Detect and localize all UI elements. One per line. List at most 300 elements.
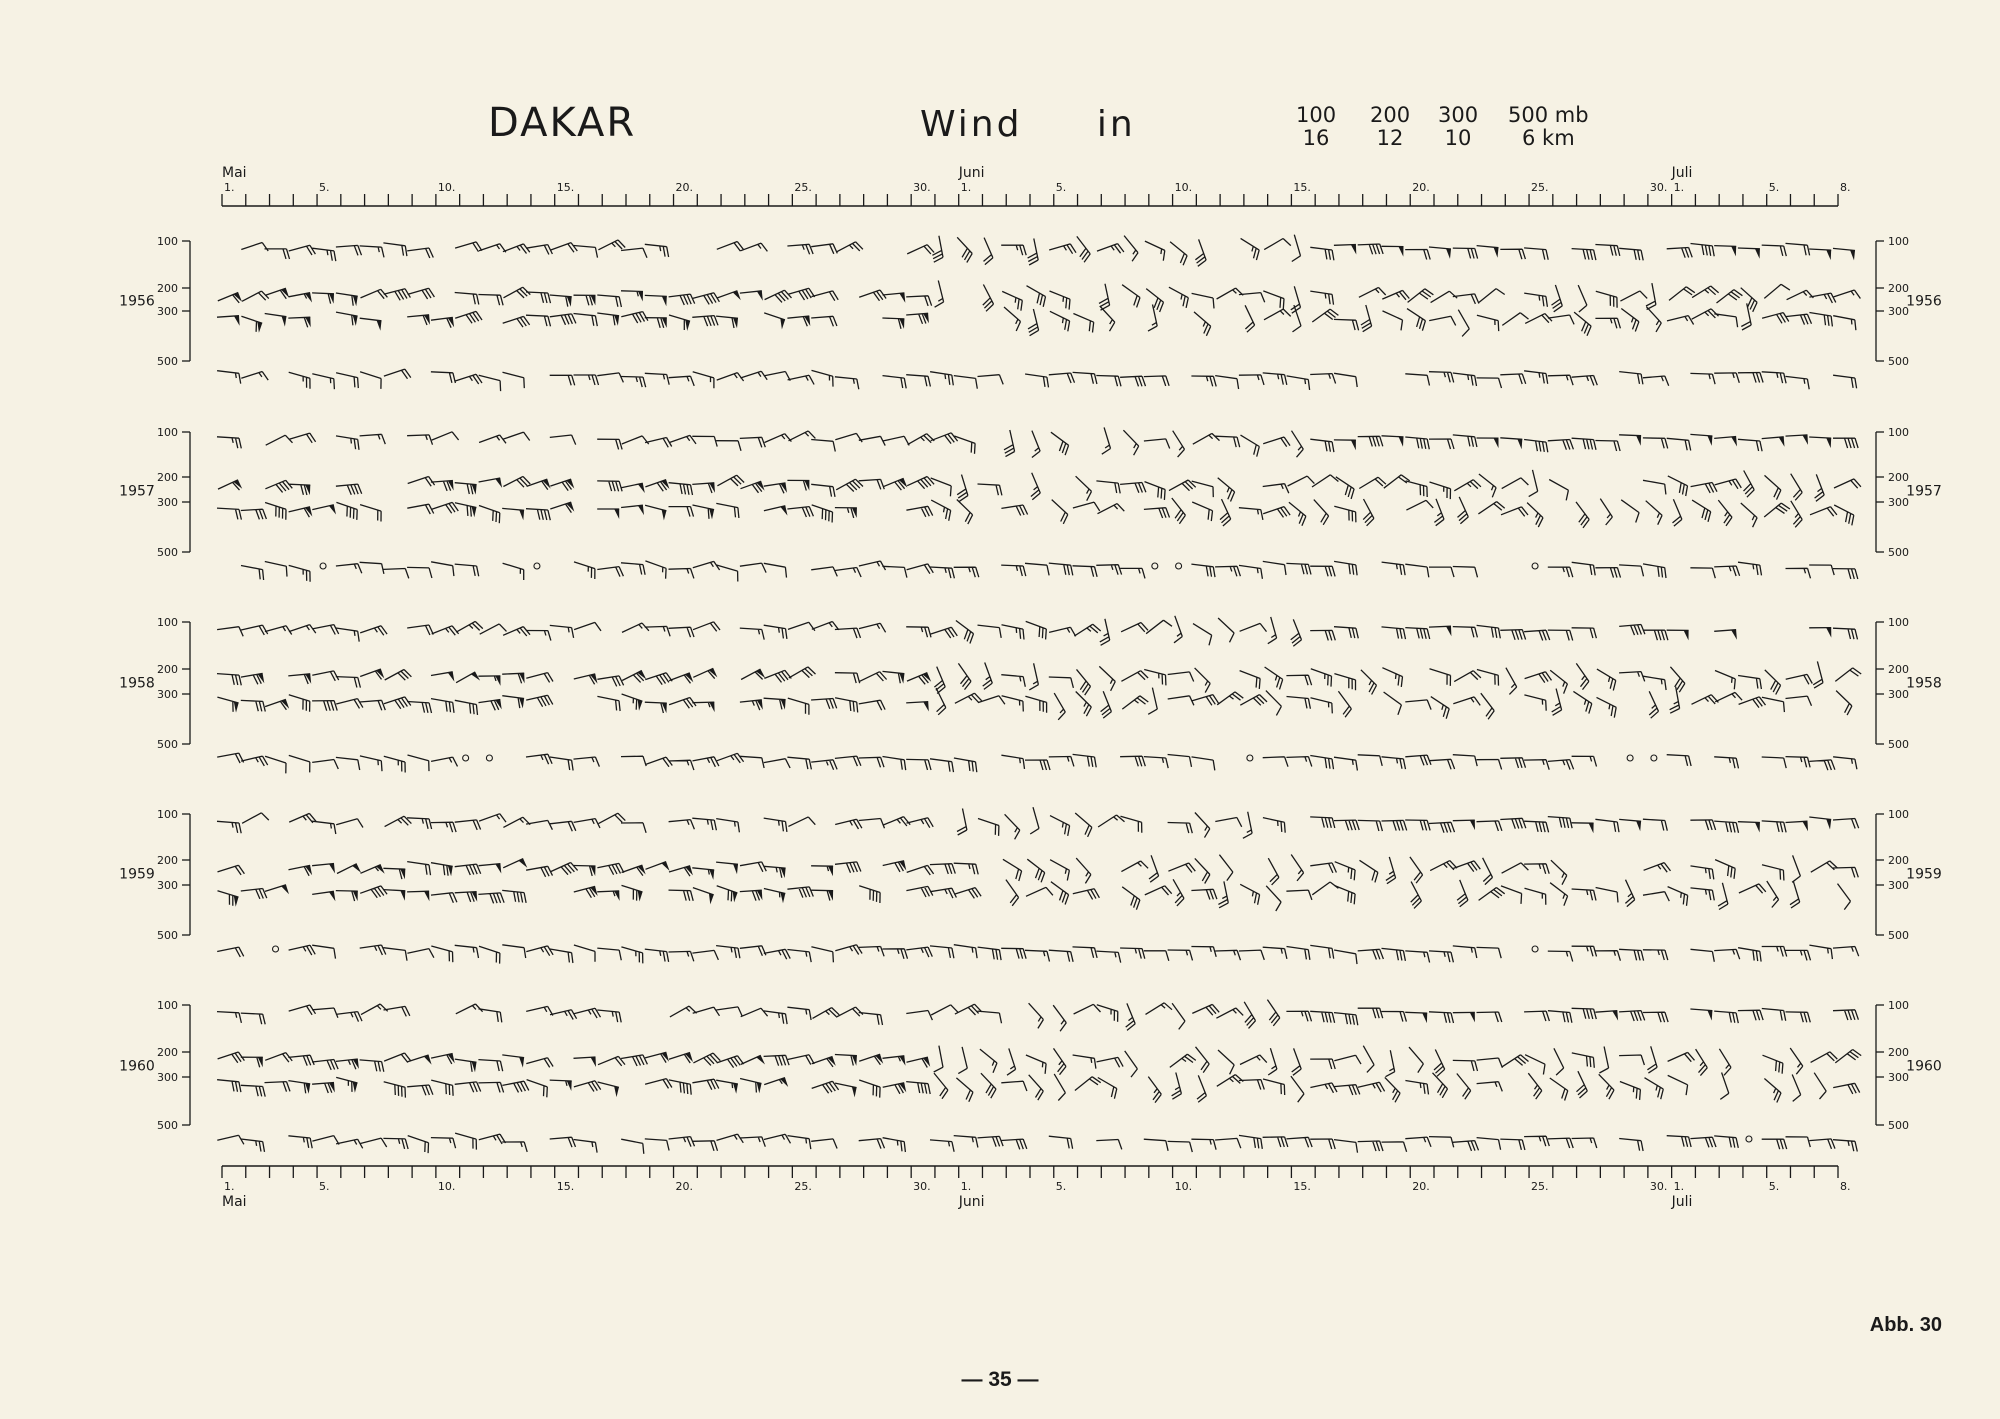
wind-barb: [479, 946, 500, 963]
wind-barb: [360, 700, 386, 710]
wind-barb: [1738, 248, 1760, 259]
wind-barb: [787, 887, 813, 898]
wind-barb: [1786, 376, 1810, 389]
wind-barb: [455, 892, 478, 902]
wind-barb: [385, 670, 412, 681]
wind-barb: [1453, 373, 1477, 386]
wind-barb: [336, 373, 358, 388]
wind-barb: [336, 436, 359, 450]
wind-barb: [478, 295, 503, 306]
level-label-left: 300: [157, 688, 178, 701]
wind-barb: [1595, 951, 1620, 961]
wind-barb: [312, 1136, 339, 1145]
wind-barb: [906, 759, 931, 770]
wind-barb: [1738, 562, 1762, 575]
wind-barb: [1310, 945, 1333, 958]
wind-barb: [1646, 501, 1662, 525]
wind-barb: [1477, 315, 1499, 331]
wind-barb: [1502, 478, 1529, 489]
wind-barb: [669, 951, 694, 961]
wind-barb: [1287, 376, 1310, 390]
wind-barb: [1405, 250, 1430, 260]
wind-barb: [550, 1137, 576, 1147]
wind-barb: [716, 503, 739, 518]
level-label-right: 100: [1888, 616, 1909, 629]
wind-barb: [1429, 567, 1454, 577]
wind-barb: [550, 243, 577, 253]
wind-barb: [1453, 627, 1478, 638]
wind-barb: [1123, 430, 1138, 455]
wind-barb: [1241, 435, 1260, 457]
level-label-right: 500: [1888, 355, 1909, 368]
wind-barb: [883, 861, 907, 872]
wind-barb: [1786, 1137, 1811, 1147]
wind-barb: [907, 673, 931, 685]
wind-barb: [811, 866, 833, 876]
wind-barb: [716, 819, 739, 833]
wind-barb: [907, 1057, 931, 1067]
wind-barb: [1578, 285, 1587, 312]
wind-barb: [1524, 630, 1550, 640]
wind-barb: [645, 673, 672, 685]
wind-barb: [455, 293, 479, 305]
wind-barb: [1643, 1012, 1668, 1022]
wind-barb: [1120, 948, 1145, 959]
wind-barb: [550, 757, 573, 771]
wind-barb: [1405, 820, 1430, 830]
wind-barb: [1359, 477, 1386, 488]
wind-barb: [384, 1053, 411, 1063]
wind-barb: [1763, 1055, 1783, 1074]
wind-barb: [669, 569, 694, 579]
wind-barb: [1572, 1053, 1595, 1068]
year-label-left: 1960: [119, 1058, 155, 1075]
wind-barb: [1550, 1078, 1568, 1101]
wind-barb: [1792, 855, 1800, 882]
wind-barb: [1572, 756, 1597, 766]
wind-barb: [431, 757, 457, 766]
wind-barb: [692, 316, 718, 327]
wind-barb: [312, 374, 334, 390]
wind-barb: [1595, 568, 1620, 578]
wind-barb: [1168, 1141, 1193, 1152]
wind-barb: [574, 295, 596, 305]
wind-barb: [1551, 860, 1567, 885]
wind-barb: [1003, 859, 1022, 881]
wind-barb: [930, 759, 954, 772]
day-tick-label: 5.: [1055, 181, 1067, 194]
wind-barb: [978, 1136, 1004, 1146]
wind-barb: [1833, 1140, 1857, 1152]
wind-barb: [503, 244, 530, 254]
wind-barb: [1217, 692, 1243, 705]
wind-barb: [1192, 757, 1215, 771]
wind-barb: [835, 819, 862, 829]
wind-barb: [1218, 881, 1228, 907]
wind-barb: [455, 864, 481, 875]
wind-barb: [265, 562, 287, 577]
wind-barb: [1310, 817, 1335, 828]
wind-barb: [1286, 757, 1311, 767]
wind-barb: [1834, 290, 1861, 299]
wind-barb: [455, 242, 482, 252]
wind-barb: [1786, 950, 1811, 960]
wind-barb: [1098, 1078, 1117, 1099]
wind-barb: [1026, 1055, 1046, 1074]
wind-barb: [1169, 287, 1188, 308]
wind-barb: [1386, 857, 1396, 884]
wind-barb: [1292, 1048, 1302, 1075]
wind-barb: [835, 508, 857, 518]
wind-barb: [812, 1057, 836, 1067]
wind-barb: [764, 372, 791, 381]
wind-barb: [1025, 760, 1050, 770]
wind-barb: [906, 886, 932, 897]
wind-barb: [383, 948, 407, 961]
wind-barb: [265, 1053, 292, 1063]
wind-barb: [954, 863, 979, 874]
wind-barb: [1548, 817, 1572, 829]
wind-barb: [1619, 372, 1643, 385]
wind-barb: [1714, 630, 1737, 640]
wind-barb: [408, 755, 430, 771]
wind-barb: [1382, 757, 1406, 769]
wind-barb: [1646, 283, 1656, 309]
wind-barb: [265, 699, 289, 709]
wind-barb: [835, 628, 861, 638]
wind-barb: [1096, 481, 1120, 494]
wind-barb: [1027, 859, 1044, 882]
wind-barb: [1595, 1011, 1618, 1021]
wind-barb: [883, 671, 905, 683]
calm-circle: [1176, 563, 1182, 569]
wind-barb: [930, 372, 953, 386]
wind-barb: [740, 890, 763, 900]
wind-barb: [1524, 821, 1549, 832]
day-tick-label: 5.: [319, 181, 330, 194]
wind-barb: [1690, 434, 1712, 446]
day-tick-label: 20.: [1412, 1180, 1430, 1193]
wind-barb: [574, 866, 596, 877]
wind-barb: [1809, 437, 1831, 448]
wind-barb: [455, 311, 482, 323]
wind-barb: [432, 432, 459, 440]
wind-barb: [288, 1136, 312, 1148]
wind-barb: [1597, 669, 1616, 690]
wind-barb: [312, 945, 335, 958]
level-label-right: 500: [1888, 1119, 1909, 1132]
wind-barb: [1148, 1077, 1161, 1103]
wind-barb: [1548, 315, 1574, 324]
month-label: Juni: [958, 165, 985, 181]
wind-barb: [360, 1138, 387, 1147]
wind-barb: [1433, 1073, 1448, 1098]
wind-barb: [1268, 1048, 1277, 1075]
wind-barb: [764, 1134, 791, 1143]
wind-barb: [217, 371, 241, 384]
wind-barb: [1195, 668, 1211, 693]
wind-barb: [597, 373, 623, 383]
wind-barb: [1240, 671, 1261, 689]
day-tick-label: 5.: [1055, 1180, 1067, 1193]
wind-barb: [312, 1060, 338, 1070]
wind-barb: [241, 243, 268, 252]
wind-barb: [1405, 755, 1431, 765]
wind-barb: [1382, 246, 1404, 256]
wind-barb: [1240, 1055, 1267, 1065]
wind-barb: [621, 377, 646, 388]
wind-barb: [883, 1138, 906, 1152]
wind-barb: [907, 245, 934, 254]
wind-barb: [692, 950, 718, 960]
wind-barb: [1810, 507, 1837, 517]
wind-barb: [645, 318, 667, 328]
month-label: Juli: [1671, 165, 1693, 181]
wind-barb: [1595, 441, 1620, 452]
wind-barb: [1148, 688, 1157, 715]
wind-barb: [455, 1082, 481, 1092]
wind-barb: [669, 866, 693, 876]
wind-barb: [906, 506, 932, 517]
wind-barb: [883, 1083, 907, 1094]
wind-barb: [217, 508, 241, 519]
wind-barb: [1335, 862, 1355, 881]
level-label-right: 300: [1888, 688, 1909, 701]
level-label-left: 200: [157, 854, 178, 867]
wind-barb: [717, 373, 744, 381]
wind-barb: [811, 484, 835, 497]
wind-barb: [431, 699, 454, 713]
wind-barb: [289, 865, 313, 875]
day-tick-label: 30.: [913, 1180, 931, 1193]
level-label-left: 300: [157, 496, 178, 509]
wind-barb: [241, 1057, 263, 1067]
wind-barb: [384, 697, 411, 709]
wind-barb: [597, 439, 622, 449]
wind-barb: [1833, 438, 1858, 448]
wind-barb: [787, 244, 813, 254]
wind-barb: [741, 481, 765, 493]
wind-barb: [1762, 1139, 1787, 1149]
wind-barb: [1049, 373, 1075, 383]
wind-barb: [740, 628, 764, 640]
wind-barb: [1287, 697, 1311, 709]
day-tick-label: 1.: [224, 181, 235, 194]
wind-barb: [479, 700, 502, 711]
wind-barb: [1310, 756, 1333, 770]
wind-barb: [1028, 239, 1039, 266]
wind-barb: [717, 1134, 744, 1143]
wind-barb: [336, 699, 363, 709]
wind-barb: [1483, 858, 1493, 885]
wind-barb: [503, 563, 524, 580]
wind-barb: [692, 1079, 718, 1090]
wind-barb: [550, 435, 576, 445]
wind-barb: [1458, 497, 1469, 524]
wind-barb: [788, 622, 815, 631]
wind-barb: [1453, 1141, 1479, 1151]
wind-barb: [693, 372, 714, 389]
wind-barb: [1191, 376, 1216, 386]
wind-barb: [1170, 1054, 1196, 1067]
wind-barb: [1574, 312, 1591, 336]
level-mb-500: 500 mb: [1508, 103, 1589, 127]
wind-barb: [1645, 1078, 1664, 1100]
wind-barb: [1073, 502, 1100, 511]
wind-barb: [1311, 698, 1333, 714]
wind-barb: [811, 947, 833, 963]
wind-barb: [645, 505, 666, 520]
wind-barb: [312, 625, 338, 635]
wind-barb: [906, 702, 929, 712]
wind-barb: [1453, 1060, 1478, 1071]
wind-barb: [1714, 373, 1739, 383]
wind-barb: [1833, 375, 1857, 388]
wind-barb: [1195, 813, 1210, 838]
wind-barb: [1434, 1050, 1445, 1077]
wind-barb: [265, 480, 292, 492]
wind-barb: [930, 1140, 954, 1152]
wind-barb: [1310, 247, 1334, 260]
wind-barb: [478, 1060, 502, 1072]
year-label-left: 1959: [119, 866, 155, 883]
wind-barb: [693, 1053, 720, 1065]
wind-barb: [265, 314, 287, 327]
wind-barb: [1619, 949, 1644, 960]
wind-barb: [1215, 376, 1238, 389]
wind-barb: [1073, 566, 1098, 577]
wind-barb: [1764, 284, 1790, 298]
wind-barb: [1146, 1003, 1173, 1015]
level-label-left: 100: [157, 999, 178, 1012]
wind-barb: [1051, 882, 1069, 905]
month-label: Mai: [222, 165, 247, 181]
wind-barb: [835, 1055, 857, 1066]
wind-barb: [266, 435, 293, 445]
wind-barb: [621, 312, 648, 324]
wind-barb: [765, 434, 792, 443]
wind-barb: [1007, 1048, 1016, 1075]
wind-barb: [1833, 316, 1856, 331]
wind-barb: [1833, 867, 1858, 877]
wind-barb: [883, 1056, 906, 1066]
wind-barb: [574, 886, 598, 897]
wind-barb: [1025, 696, 1046, 713]
wind-barb: [1572, 1008, 1597, 1019]
wind-barb: [1619, 1139, 1643, 1152]
wind-barb: [692, 483, 715, 493]
wind-barb: [503, 432, 530, 440]
wind-barb: [407, 504, 433, 514]
wind-barb: [717, 1056, 744, 1068]
wind-barb: [241, 625, 268, 635]
wind-barb: [526, 245, 552, 255]
wind-barb: [1477, 1082, 1503, 1092]
wind-barb: [1338, 691, 1351, 717]
wind-barb: [1405, 700, 1431, 710]
wind-barb: [1334, 674, 1355, 691]
wind-barb: [693, 622, 720, 632]
wind-barb: [1690, 568, 1715, 578]
wind-barb: [930, 864, 955, 874]
wind-barb: [1833, 947, 1859, 957]
level-label-right: 100: [1888, 426, 1909, 439]
wind-barb: [574, 1008, 601, 1018]
wind-barb: [1429, 247, 1451, 259]
wind-barb: [1765, 475, 1781, 499]
wind-barb: [859, 436, 885, 445]
wind-barb: [336, 1077, 357, 1092]
wind-barb: [360, 626, 387, 636]
wind-barb: [1668, 1052, 1695, 1061]
wind-barb: [478, 893, 504, 904]
wind-barb: [906, 375, 930, 387]
wind-barb: [407, 949, 434, 958]
wind-barb: [980, 1049, 997, 1073]
wind-barb: [1809, 760, 1835, 770]
wind-barb: [1263, 507, 1290, 518]
level-label-right: 500: [1888, 738, 1909, 751]
wind-barb: [1479, 289, 1505, 303]
wind-barb: [1692, 695, 1719, 705]
wind-barb: [1673, 499, 1682, 526]
wind-barb: [312, 671, 338, 681]
wind-barb: [1172, 1003, 1185, 1029]
day-tick-label: 10.: [437, 181, 456, 194]
wind-barb: [1833, 1010, 1858, 1020]
calm-circle: [1651, 755, 1657, 761]
wind-barb: [1739, 697, 1766, 708]
wind-barb: [1004, 430, 1015, 457]
wind-barb: [1334, 561, 1357, 575]
wind-barb: [1245, 305, 1255, 332]
wind-barb: [1625, 880, 1634, 907]
wind-barb: [1268, 617, 1277, 644]
wind-barb: [1453, 946, 1477, 958]
wind-barb: [1718, 500, 1732, 526]
wind-barb: [788, 1136, 811, 1150]
wind-barb: [1643, 950, 1668, 960]
level-label-left: 500: [157, 355, 178, 368]
wind-barb: [1382, 290, 1409, 299]
wind-barb: [1524, 440, 1548, 453]
wind-barb: [978, 484, 1002, 495]
wind-barb: [478, 676, 500, 686]
wind-barb: [526, 946, 553, 956]
wind-barb: [1100, 619, 1110, 646]
calm-circle: [1627, 755, 1633, 761]
wind-barb: [1429, 626, 1451, 636]
wind-barb: [883, 376, 907, 389]
wind-barb: [1643, 480, 1666, 494]
wind-barb: [1429, 1137, 1454, 1148]
wind-barb: [930, 946, 954, 958]
wind-barb: [716, 316, 738, 328]
wind-barb: [978, 625, 1002, 638]
wind-barb: [1194, 312, 1211, 336]
wind-barb: [289, 625, 316, 634]
wind-barb: [1385, 1077, 1400, 1102]
wind-barb: [597, 481, 622, 491]
wind-barb: [431, 481, 454, 491]
wind-barb: [835, 756, 861, 766]
wind-barb: [1477, 378, 1502, 388]
wind-barb: [574, 819, 600, 828]
wind-barb: [455, 820, 481, 830]
wind-barb: [669, 483, 693, 495]
wind-barb: [1714, 246, 1736, 257]
wind-barb: [597, 295, 621, 307]
